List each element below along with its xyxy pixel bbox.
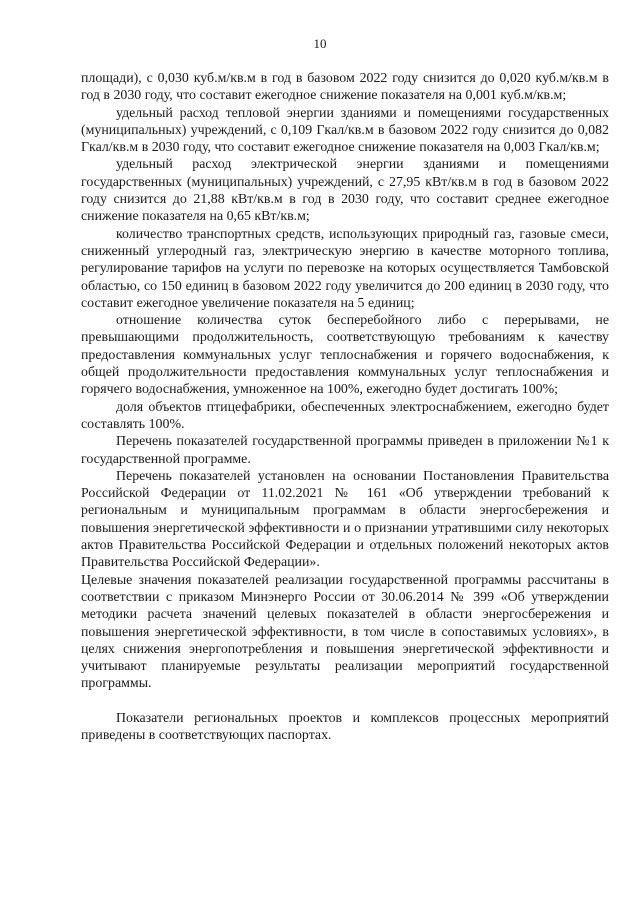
page-number: 10 bbox=[313, 36, 327, 51]
paragraph-indicators-legal-basis: Перечень показателей установлен на основании Постановления Правительства Российской Федерации от 11.02.2021 № 161 «Об утверждении требований к региональным и муниципальным программам в области энергосбережения и повышения энергетической эффективности и о признании утратившими силу некоторых актов Правительства Российской Федерации и отдельных положений некоторых актов Правительства Российской Федерации». bbox=[81, 468, 609, 571]
paragraph-target-values: Целевые значения показателей реализации государственной программы рассчитаны в соответствии с приказом Минэнерго России от 30.06.2014 № 399 «Об утверждении методики расчета значений целевых показателей в области энергосбережения и повышения энергетической эффективности, в том числе в сопоставимых условиях», в целях снижения энергопотребления и повышения энергетической эффективности и учитывают планируемые результаты реализации мероприятий государственной программы. bbox=[81, 572, 609, 692]
paragraph-heat-energy: удельный расход тепловой энергии зданиями и помещениями государственных (муниципальных) учреждений, с 0,109 Гкал/кв.м в базовом 2022 году снизится до 0,082 Гкал/кв.м в 2030 году, что составит ежегодное снижение показателя на 0,003 Гкал/кв.м; bbox=[81, 105, 609, 156]
paragraph-uninterrupted-supply: отношение количества суток бесперебойного либо с перерывами, не превышающими продолжительность, соответствующую требованиям к качеству предоставления коммунальных услуг теплоснабжения и горячего водоснабжения, к общей продолжительности предоставления коммунальных услуг теплоснабжения и горячего водоснабжения, умноженное на 100%, ежегодно будет достигать 100%; bbox=[81, 313, 609, 398]
paragraph-indicators-list-appendix: Перечень показателей государственной программы приведен в приложении №1 к государственной программе. bbox=[81, 434, 609, 467]
paragraph-poultry-electricity: доля объектов птицефабрики, обеспеченных электроснабжением, ежегодно будет составлять 100%. bbox=[81, 399, 609, 432]
paragraph-gas-vehicles: количество транспортных средств, использующих природный газ, газовые смеси, сниженный углеродный газ, электрическую энергию в качестве моторного топлива, регулирование тарифов на услуги по перевозке на которых осуществляется Тамбовской областью, со 150 единиц в базовом 2022 году увеличится до 200 единиц в 2030 году, что составит ежегодное увеличение показателя на 5 единиц; bbox=[81, 226, 609, 311]
paragraph-electric-energy: удельный расход электрической энергии зданиями и помещениями государственных (муниципальных) учреждений, с 27,95 кВт/кв.м в год в базовом 2022 году снизится до 21,88 кВт/кв.м в год в 2030 году, что составит среднее ежегодное снижение показателя на 0,65 кВт/кв.м; bbox=[81, 157, 609, 225]
paragraph-water-consumption-continued: площади), с 0,030 куб.м/кв.м в год в базовом 2022 году снизится до 0,020 куб.м/кв.м в год в 2030 году, что составит ежегодное снижение показателя на 0,001 куб.м/кв.м; bbox=[81, 71, 609, 104]
document-body bbox=[81, 70, 609, 744]
paragraph-regional-projects: Показатели региональных проектов и комплексов процессных мероприятий приведены в соответствующих паспортах. bbox=[81, 710, 609, 743]
